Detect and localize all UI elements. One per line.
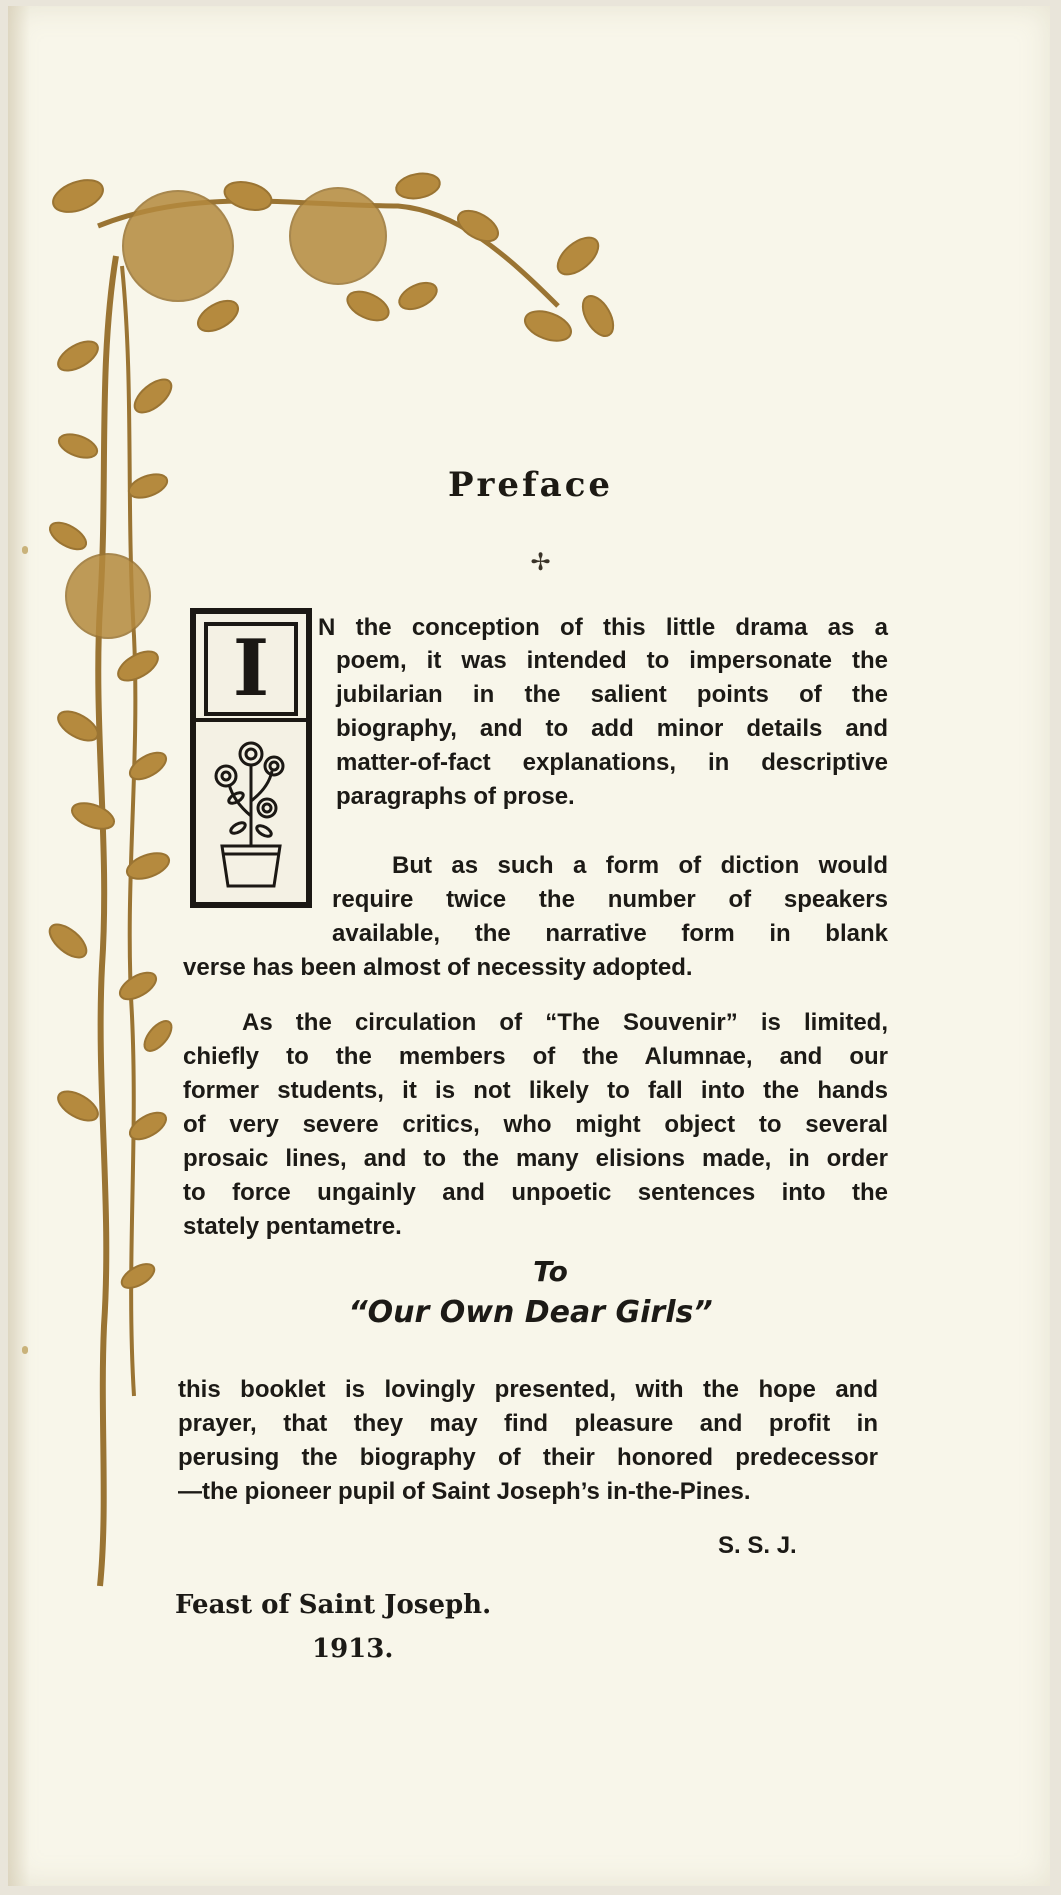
paragraph3-line: former students, it is not likely to fall into the hands xyxy=(183,1077,888,1104)
flower-pot-icon xyxy=(204,726,298,894)
binding-hole xyxy=(22,1346,28,1354)
paragraph1-line: paragraphs of prose. xyxy=(336,783,575,810)
dateline-feast: Feast of Saint Joseph. xyxy=(175,1590,492,1620)
paragraph4-line: prayer, that they may find pleasure and profit in xyxy=(178,1410,878,1437)
paragraph2-line: require twice the number of speakers xyxy=(332,886,888,913)
cross-ornament-icon: ✢ xyxy=(530,550,551,576)
paragraph1-line: matter-of-fact explanations, in descriptive xyxy=(336,749,888,776)
paragraph3-line: to force ungainly and unpoetic sentences into the xyxy=(183,1179,888,1206)
paragraph3-line: As the circulation of “The Souvenir” is limited, xyxy=(242,1009,888,1036)
drop-cap-box xyxy=(190,608,312,908)
paragraph2-line: available, the narrative form in blank xyxy=(332,920,888,947)
paragraph2-line: But as such a form of diction would xyxy=(392,852,888,879)
drop-cap-divider xyxy=(196,718,306,722)
dateline-year: 1913. xyxy=(312,1634,394,1664)
paragraph4-line: perusing the biography of their honored predecessor xyxy=(178,1444,878,1471)
paragraph1-line: jubilarian in the salient points of the xyxy=(336,681,888,708)
paragraph3-line: of very severe critics, who might object to several xyxy=(183,1111,888,1138)
paragraph3-line: prosaic lines, and to the many elisions made, in order xyxy=(183,1145,888,1172)
paragraph2-line: verse has been almost of necessity adopted. xyxy=(183,954,693,981)
paragraph1-line: N the conception of this little drama as a xyxy=(318,614,888,641)
paragraph3-line: stately pentametre. xyxy=(183,1213,402,1240)
dedication-to: To xyxy=(533,1255,568,1288)
drop-cap-letter: I xyxy=(204,622,298,716)
dedication-recipient: “Our Own Dear Girls” xyxy=(348,1295,713,1330)
page-title: Preface xyxy=(447,465,614,505)
paragraph3-line: chiefly to the members of the Alumnae, and our xyxy=(183,1043,888,1070)
paragraph1-line: biography, and to add minor details and xyxy=(336,715,888,742)
signature-initials: S. S. J. xyxy=(718,1532,797,1559)
paragraph1-line: poem, it was intended to impersonate the xyxy=(336,647,888,674)
paragraph4-line: this booklet is lovingly presented, with the hope and xyxy=(178,1376,878,1403)
paragraph4-line: —the pioneer pupil of Saint Joseph’s in-the-Pines. xyxy=(178,1478,751,1505)
